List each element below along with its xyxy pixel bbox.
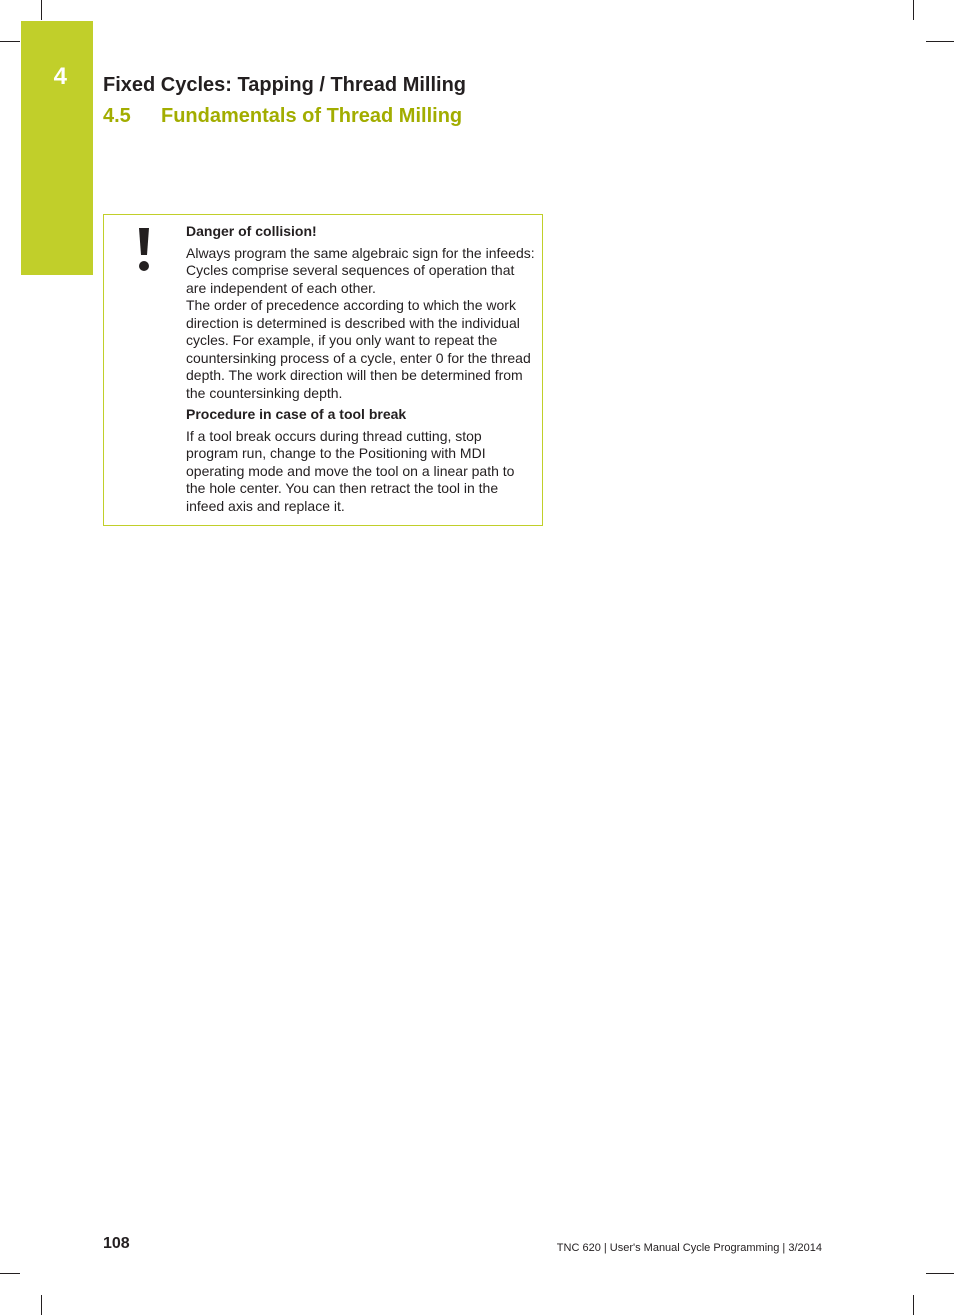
- chapter-number: 4: [53, 63, 67, 90]
- note-heading-tool-break: Procedure in case of a tool break: [186, 406, 407, 422]
- note-content: [186, 223, 536, 515]
- section-number: 4.5: [103, 105, 131, 127]
- crop-mark: [926, 1273, 954, 1274]
- page-number: 108: [103, 1235, 130, 1252]
- note-paragraph: If a tool break occurs during thread cutting, stop program run, change to the Positioning with MDI operating mode and move the tool on a linear path to the hole center. You can then retract the tool in the infeed axis and replace it.: [186, 427, 515, 514]
- note-paragraph: The order of precedence according to which the work direction is determined is described with the individual cycles. For example, if you only want to repeat the countersinking process of a cycle, enter 0 for the thread depth. The work direction will then be determined from the countersinking depth.: [186, 297, 531, 401]
- warning-note: [103, 214, 543, 526]
- section-heading: [103, 103, 462, 129]
- crop-mark: [913, 0, 914, 20]
- crop-mark: [926, 41, 954, 42]
- chapter-title: Fixed Cycles: Tapping / Thread Milling: [103, 74, 467, 96]
- exclamation-icon: [134, 225, 154, 273]
- crop-mark: [0, 1273, 20, 1274]
- note-paragraph: Always program the same algebraic sign for the infeeds: Cycles comprise several sequences of operation that are independent of each other.: [186, 244, 535, 296]
- crop-mark: [41, 0, 42, 20]
- crop-mark: [913, 1295, 914, 1315]
- crop-mark: [41, 1295, 42, 1315]
- crop-mark: [0, 41, 20, 42]
- footer-text: TNC 620 | User's Manual Cycle Programming | 3/2014: [556, 1242, 822, 1254]
- chapter-tab: [21, 21, 93, 275]
- note-heading-collision: Danger of collision!: [186, 223, 317, 239]
- section-title: Fundamentals of Thread Milling: [161, 105, 463, 127]
